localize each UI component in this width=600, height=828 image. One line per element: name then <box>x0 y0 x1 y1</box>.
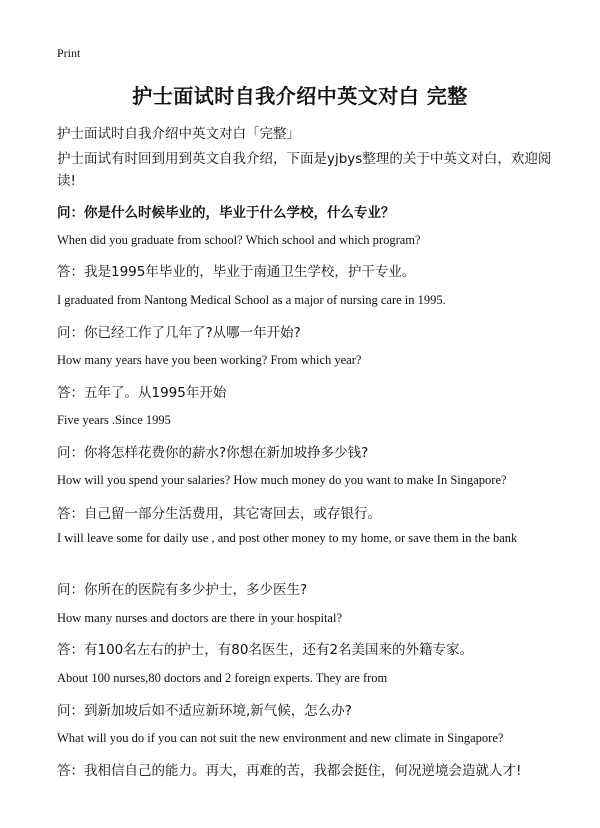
question-5-english: What will you do if you can not suit the new environment and new climate in Singapore? <box>57 731 504 745</box>
intro-paragraph: 护士面试有时回到用到英文自我介绍，下面是yjbys整理的关于中英文对白，欢迎阅读! <box>57 151 552 189</box>
answer-4: 答：有100名左右的护士，有80名医生，还有2名美国来的外籍专家。 <box>57 642 474 658</box>
question-4-english: How many nurses and doctors are there in your hospital? <box>57 611 342 625</box>
question-3-english: How will you spend your salaries? How much money do you want to make In Singapore? <box>57 473 507 487</box>
question-2-english: How many years have you been working? From which year? <box>57 353 362 367</box>
answer-2: 答：五年了。从1995年开始 <box>57 385 227 401</box>
answer-1: 答：我是1995年毕业的，毕业于南通卫生学校，护干专业。 <box>57 264 416 280</box>
question-1: 问：你是什么时候毕业的，毕业于什么学校，什么专业？ <box>57 205 395 221</box>
subtitle: 护士面试时自我介绍中英文对白「完整」 <box>57 126 300 142</box>
answer-3: 答：自己留一部分生活费用，其它寄回去，或存银行。 <box>57 506 381 522</box>
question-5: 问：到新加坡后如不适应新环境,新气候，怎么办? <box>57 703 352 719</box>
answer-5: 答：我相信自己的能力。再大，再难的苦，我都会挺住，何况逆境会造就人才! <box>57 763 522 779</box>
answer-3-english: I will leave some for daily use , and post other money to my home, or save them in the bank <box>57 531 518 545</box>
page-title: 护士面试时自我介绍中英文对白 完整 <box>132 84 468 108</box>
question-1-english: When did you graduate from school? Which school and which program? <box>57 233 421 247</box>
question-3: 问：你将怎样花费你的薪水?你想在新加坡挣多少钱? <box>57 445 369 461</box>
question-4: 问：你所在的医院有多少护士，多少医生? <box>57 582 308 598</box>
question-2: 问：你已经工作了几年了?从哪一年开始? <box>57 325 301 341</box>
print-label: Print <box>57 46 81 60</box>
answer-1-english: I graduated from Nantong Medical School as a major of nursing care in 1995. <box>57 293 446 307</box>
answer-2-english: Five years .Since 1995 <box>57 413 171 427</box>
answer-4-english: About 100 nurses,80 doctors and 2 foreign experts. They are from <box>57 671 388 685</box>
